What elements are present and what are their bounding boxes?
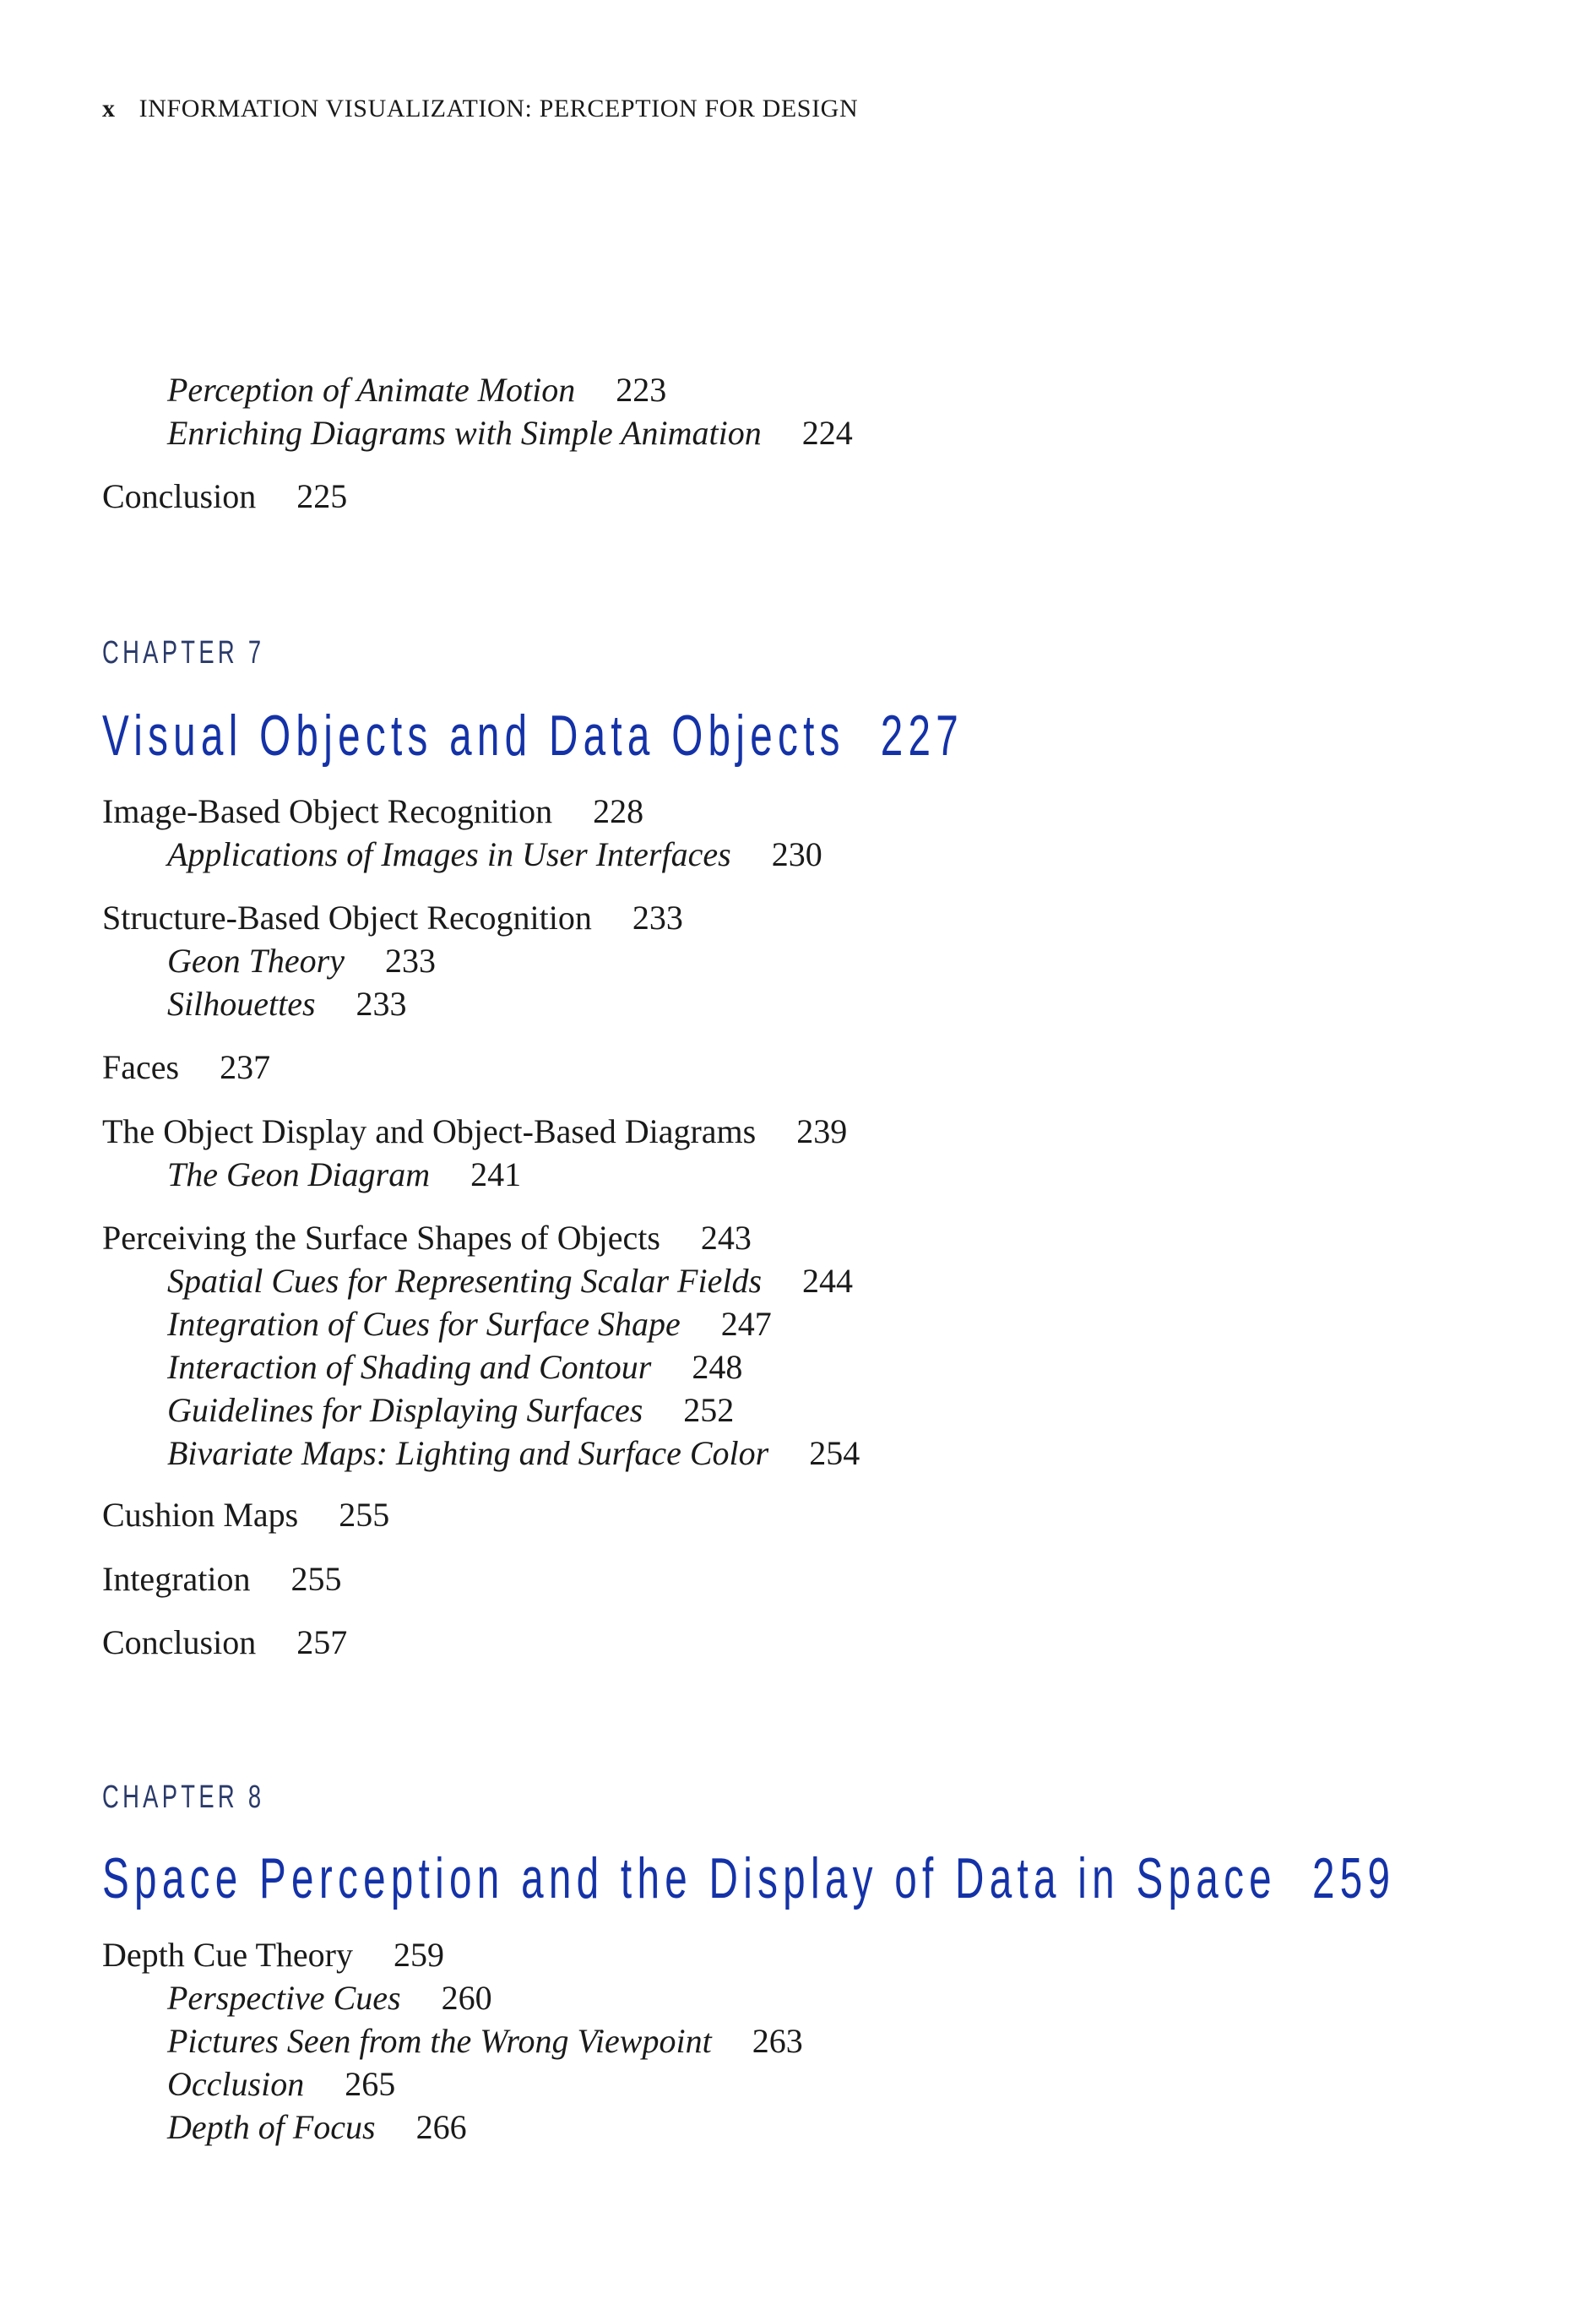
toc-group <box>102 1110 847 1196</box>
toc-entry[interactable]: Integration 255 <box>102 1560 342 1598</box>
toc-group <box>102 1493 389 1536</box>
toc-entry[interactable]: Perceiving the Surface Shapes of Objects 243 <box>102 1219 752 1257</box>
toc-entry[interactable]: Occlusion 265 <box>167 2065 396 2103</box>
toc-entry[interactable]: Depth of Focus 266 <box>167 2108 467 2146</box>
toc-entry[interactable]: Cushion Maps 255 <box>102 1496 390 1534</box>
toc-entry[interactable]: Integration of Cues for Surface Shape 247 <box>167 1305 772 1343</box>
chapter-title[interactable]: Visual Objects and Data Objects 227 <box>102 704 964 768</box>
toc-entry[interactable]: Spatial Cues for Representing Scalar Fields 244 <box>167 1262 854 1300</box>
toc-entry[interactable]: Structure-Based Object Recognition 233 <box>102 899 683 937</box>
chapter-label: CHAPTER 8 <box>102 1780 265 1815</box>
chapter-title[interactable]: Space Perception and the Display of Data in Space 259 <box>102 1846 1396 1910</box>
toc-entry[interactable]: Perspective Cues 260 <box>167 1979 492 2017</box>
toc-group <box>102 896 683 1025</box>
toc-entry[interactable]: Faces 237 <box>102 1048 271 1086</box>
toc-entry[interactable]: Image-Based Object Recognition 228 <box>102 792 644 830</box>
book-title: INFORMATION VISUALIZATION: PERCEPTION FOR DESIGN <box>138 95 859 122</box>
toc-entry[interactable]: Conclusion 257 <box>102 1623 348 1661</box>
toc-entry[interactable]: Applications of Images in User Interfaces 230 <box>167 835 822 873</box>
toc-group <box>102 790 822 876</box>
toc-group <box>102 1621 347 1664</box>
toc-group <box>102 1933 803 2149</box>
toc-group <box>102 1557 342 1600</box>
toc-entry[interactable]: Perception of Animate Motion 223 <box>167 371 667 409</box>
toc-entry[interactable]: Conclusion 225 <box>102 477 348 515</box>
toc-entry[interactable]: Bivariate Maps: Lighting and Surface Color 254 <box>167 1434 860 1472</box>
toc-entry[interactable]: Enriching Diagrams with Simple Animation 224 <box>167 414 853 452</box>
page-number: x <box>102 95 116 122</box>
chapter-label: CHAPTER 7 <box>102 635 265 671</box>
running-header <box>102 95 858 123</box>
toc-group <box>102 368 853 454</box>
toc-entry[interactable]: Silhouettes 233 <box>167 985 407 1023</box>
toc-group <box>102 1046 270 1089</box>
toc-entry[interactable]: Guidelines for Displaying Surfaces 252 <box>167 1391 735 1429</box>
toc-group <box>102 1216 860 1475</box>
toc-entry[interactable]: Depth Cue Theory 259 <box>102 1936 444 1974</box>
toc-entry[interactable]: The Geon Diagram 241 <box>167 1155 522 1193</box>
toc-group <box>102 475 347 518</box>
toc-entry[interactable]: The Object Display and Object-Based Diagrams 239 <box>102 1112 848 1150</box>
toc-entry[interactable]: Pictures Seen from the Wrong Viewpoint 263 <box>167 2022 803 2060</box>
toc-entry[interactable]: Geon Theory 233 <box>167 942 436 980</box>
toc-entry[interactable]: Interaction of Shading and Contour 248 <box>167 1348 743 1386</box>
